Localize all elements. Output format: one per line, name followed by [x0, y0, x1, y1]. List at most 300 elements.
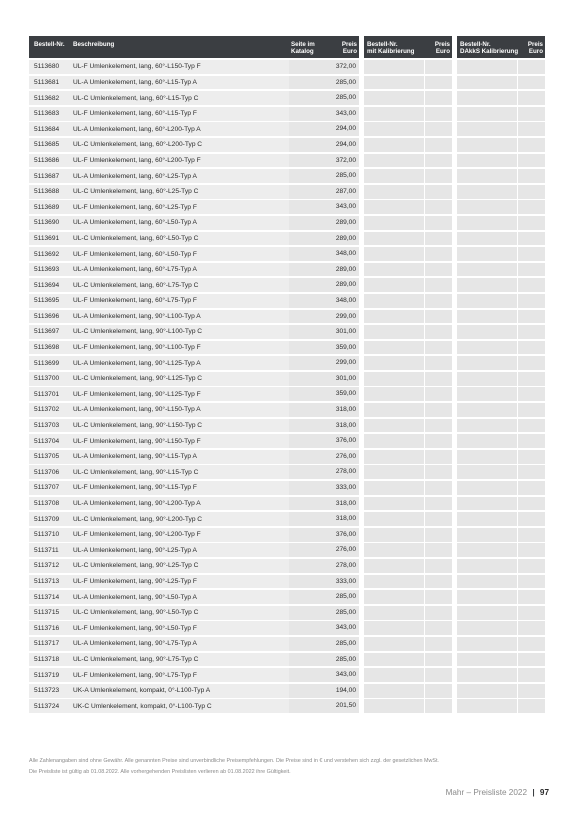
dakks-row: [457, 450, 545, 464]
calibration-row: [364, 668, 452, 682]
header-price: [342, 41, 357, 55]
dakks-price-cell: [518, 419, 545, 433]
calibration-price-cell: [425, 637, 452, 651]
catalog-page: [289, 450, 330, 464]
description: UL-F Umlenkelement, lang, 90°-L15-Typ F: [73, 484, 197, 492]
calibration-price-cell: [425, 91, 452, 105]
dakks-row: [457, 497, 545, 511]
dakks-price-cell: [518, 575, 545, 589]
description: UL-A Umlenkelement, lang, 90°-L125-Typ A: [73, 359, 201, 367]
dakks-row: [457, 403, 545, 417]
header-dakks-line2: DAkkS Kalibrierung: [460, 48, 519, 56]
dakks-order-cell: [457, 185, 517, 199]
price: 372,00: [330, 60, 359, 74]
dakks-row: [457, 278, 545, 292]
dakks-order-cell: [457, 653, 517, 667]
catalog-page: [289, 278, 330, 292]
description: UL-A Umlenkelement, lang, 90°-L150-Typ A: [73, 406, 201, 414]
table-row: [29, 512, 359, 526]
dakks-row: [457, 465, 545, 479]
table-row: [29, 481, 359, 495]
table-row: [29, 216, 359, 230]
order-number: 5113717: [34, 640, 60, 648]
order-number: 5113691: [34, 234, 60, 242]
description: UL-A Umlenkelement, lang, 90°-L75-Typ A: [73, 640, 197, 648]
dakks-price-cell: [518, 481, 545, 495]
description: UL-C Umlenkelement, lang, 90°-L200-Typ C: [73, 515, 203, 523]
description: UL-A Umlenkelement, lang, 90°-L100-Typ A: [73, 312, 201, 320]
calibration-row: [364, 637, 452, 651]
catalog-page: [289, 154, 330, 168]
catalog-page: [289, 653, 330, 667]
dakks-price-cell: [518, 185, 545, 199]
table-row: [29, 450, 359, 464]
calibration-row: [364, 590, 452, 604]
calibration-order-cell: [364, 138, 424, 152]
calibration-price-cell: [425, 325, 452, 339]
table-row: [29, 60, 359, 74]
dakks-row: [457, 434, 545, 448]
calibration-price-cell: [425, 450, 452, 464]
dakks-order-cell: [457, 590, 517, 604]
table-row: [29, 200, 359, 214]
dakks-price-cell: [518, 543, 545, 557]
catalog-page: [289, 465, 330, 479]
dakks-row: [457, 60, 545, 74]
calibration-price-cell: [425, 278, 452, 292]
catalog-page: [289, 122, 330, 136]
dakks-price-cell: [518, 310, 545, 324]
dakks-row: [457, 543, 545, 557]
order-number: 5113699: [34, 359, 60, 367]
calibration-order-cell: [364, 668, 424, 682]
price: 289,00: [330, 263, 359, 277]
header-dakks-order-number: [460, 41, 518, 55]
calibration-order-cell: [364, 216, 424, 230]
table-row: [29, 341, 359, 355]
description: UL-C Umlenkelement, lang, 90°-L125-Typ C: [73, 375, 203, 383]
description: UL-C Umlenkelement, lang, 60°-L15-Typ C: [73, 94, 199, 102]
dakks-price-cell: [518, 154, 545, 168]
description: UL-C Umlenkelement, lang, 90°-L15-Typ C: [73, 468, 199, 476]
price: 301,00: [330, 325, 359, 339]
calibration-order-cell: [364, 699, 424, 713]
header-description: Beschreibung: [73, 41, 115, 48]
calibration-order-cell: [364, 419, 424, 433]
price: 359,00: [330, 387, 359, 401]
dakks-row: [457, 606, 545, 620]
dakks-price-cell: [518, 232, 545, 246]
table-row: [29, 372, 359, 386]
calibration-price-cell: [425, 216, 452, 230]
dakks-price-cell: [518, 216, 545, 230]
dakks-price-cell: [518, 606, 545, 620]
dakks-row: [457, 200, 545, 214]
dakks-order-cell: [457, 310, 517, 324]
dakks-order-cell: [457, 200, 517, 214]
header-dakks-price-line2: Euro: [528, 48, 543, 56]
dakks-price-cell: [518, 668, 545, 682]
dakks-price-cell: [518, 637, 545, 651]
table-row: [29, 637, 359, 651]
price: 278,00: [330, 559, 359, 573]
calibration-row: [364, 387, 452, 401]
order-number: 5113718: [34, 655, 60, 663]
dakks-row: [457, 310, 545, 324]
dakks-price-cell: [518, 138, 545, 152]
header-calibration-price-line1: Preis: [434, 41, 450, 48]
dakks-row: [457, 185, 545, 199]
price: 285,00: [330, 91, 359, 105]
calibration-order-cell: [364, 122, 424, 136]
description: UL-A Umlenkelement, lang, 90°-L25-Typ A: [73, 546, 197, 554]
calibration-order-cell: [364, 450, 424, 464]
order-number: 5113687: [34, 172, 60, 180]
calibration-price-cell: [425, 653, 452, 667]
description: UL-F Umlenkelement, lang, 60°-L200-Typ F: [73, 156, 201, 164]
description: UK-C Umlenkelement, kompakt, 0°-L100-Typ C: [73, 702, 212, 710]
dakks-row: [457, 356, 545, 370]
catalog-page: [289, 699, 330, 713]
order-number: 5113707: [34, 484, 60, 492]
dakks-price-cell: [518, 325, 545, 339]
catalog-page: [289, 185, 330, 199]
dakks-order-cell: [457, 575, 517, 589]
calibration-order-cell: [364, 559, 424, 573]
header-order-number: Bestell-Nr.: [34, 41, 65, 48]
description: UL-A Umlenkelement, lang, 60°-L15-Typ A: [73, 78, 197, 86]
dakks-row: [457, 341, 545, 355]
price: 348,00: [330, 294, 359, 308]
price: 285,00: [330, 637, 359, 651]
dakks-order-cell: [457, 606, 517, 620]
header-calibration-line2: mit Kalibrierung: [367, 48, 415, 56]
price: 289,00: [330, 232, 359, 246]
description: UL-A Umlenkelement, lang, 60°-L50-Typ A: [73, 219, 197, 227]
calibration-row: [364, 481, 452, 495]
calibration-price-cell: [425, 263, 452, 277]
catalog-page: [289, 310, 330, 324]
dakks-order-cell: [457, 247, 517, 261]
dakks-price-cell: [518, 450, 545, 464]
catalog-page: [289, 372, 330, 386]
price: 285,00: [330, 169, 359, 183]
description: UL-F Umlenkelement, lang, 90°-L100-Typ F: [73, 344, 201, 352]
dakks-price-cell: [518, 107, 545, 121]
dakks-order-cell: [457, 372, 517, 386]
order-number: 5113719: [34, 671, 60, 679]
order-number: 5113697: [34, 328, 60, 336]
calibration-price-cell: [425, 434, 452, 448]
dakks-price-cell: [518, 465, 545, 479]
catalog-page: [289, 76, 330, 90]
dakks-order-cell: [457, 637, 517, 651]
calibration-price-cell: [425, 387, 452, 401]
calibration-order-cell: [364, 434, 424, 448]
price: 294,00: [330, 122, 359, 136]
header-calibration-price-line2: Euro: [435, 48, 450, 56]
main-table-body: [29, 60, 359, 713]
order-number: 5113698: [34, 344, 60, 352]
calibration-row: [364, 122, 452, 136]
calibration-order-cell: [364, 512, 424, 526]
price: 285,00: [330, 76, 359, 90]
order-number: 5113711: [34, 546, 59, 554]
dakks-order-cell: [457, 356, 517, 370]
calibration-row: [364, 356, 452, 370]
table-row: [29, 107, 359, 121]
table-row: [29, 294, 359, 308]
description: UL-C Umlenkelement, lang, 60°-L50-Typ C: [73, 234, 199, 242]
dakks-order-cell: [457, 512, 517, 526]
order-number: 5113709: [34, 515, 60, 523]
header-calibration-price: [435, 41, 450, 55]
main-price-table: [29, 36, 359, 715]
dakks-price-cell: [518, 590, 545, 604]
dakks-order-cell: [457, 216, 517, 230]
calibration-price-cell: [425, 122, 452, 136]
dakks-order-cell: [457, 169, 517, 183]
order-number: 5113680: [34, 63, 60, 71]
table-row: [29, 154, 359, 168]
dakks-price-cell: [518, 403, 545, 417]
catalog-page: [289, 621, 330, 635]
price: 301,00: [330, 372, 359, 386]
table-row: [29, 122, 359, 136]
description: UL-F Umlenkelement, lang, 60°-L75-Typ F: [73, 297, 197, 305]
table-row: [29, 684, 359, 698]
calibration-price-cell: [425, 465, 452, 479]
dakks-order-cell: [457, 497, 517, 511]
dakks-row: [457, 419, 545, 433]
order-number: 5113715: [34, 609, 60, 617]
calibration-order-cell: [364, 356, 424, 370]
table-row: [29, 387, 359, 401]
calibration-row: [364, 138, 452, 152]
calibration-row: [364, 465, 452, 479]
calibration-price-cell: [425, 699, 452, 713]
calibration-order-cell: [364, 185, 424, 199]
catalog-page: [289, 200, 330, 214]
calibration-table: [364, 36, 452, 715]
disclaimer-line-1: Alle Zahlenangaben sind ohne Gewähr. Alle genannten Preise sind unverbindliche Preisempfehlungen. Die Preise sind in € und verstehen sich zzgl. der gesetzlichen MwSt.: [29, 758, 439, 764]
order-number: 5113708: [34, 500, 60, 507]
calibration-order-cell: [364, 621, 424, 635]
order-number: 5113682: [34, 94, 60, 102]
dakks-price-cell: [518, 60, 545, 74]
order-number: 5113696: [34, 312, 60, 320]
dakks-row: [457, 325, 545, 339]
calibration-row: [364, 450, 452, 464]
price: 285,00: [330, 606, 359, 620]
dakks-order-cell: [457, 387, 517, 401]
dakks-order-cell: [457, 668, 517, 682]
dakks-order-cell: [457, 107, 517, 121]
dakks-price-cell: [518, 372, 545, 386]
calibration-row: [364, 185, 452, 199]
table-row: [29, 434, 359, 448]
calibration-row: [364, 434, 452, 448]
dakks-price-cell: [518, 528, 545, 542]
catalog-page: [289, 590, 330, 604]
dakks-row: [457, 169, 545, 183]
dakks-order-cell: [457, 232, 517, 246]
table-row: [29, 185, 359, 199]
table-row: [29, 465, 359, 479]
price: 278,00: [330, 465, 359, 479]
order-number: 5113714: [34, 593, 60, 601]
table-row: [29, 278, 359, 292]
calibration-order-cell: [364, 169, 424, 183]
order-number: 5113713: [34, 577, 60, 585]
calibration-price-cell: [425, 419, 452, 433]
dakks-row: [457, 621, 545, 635]
calibration-row: [364, 341, 452, 355]
price: 343,00: [330, 200, 359, 214]
price: 276,00: [330, 450, 359, 464]
dakks-order-cell: [457, 450, 517, 464]
catalog-page: [289, 387, 330, 401]
calibration-row: [364, 232, 452, 246]
catalog-page: [289, 559, 330, 573]
calibration-price-cell: [425, 232, 452, 246]
price: 276,00: [330, 543, 359, 557]
price: 289,00: [330, 216, 359, 230]
catalog-page: [289, 263, 330, 277]
calibration-row: [364, 76, 452, 90]
dakks-row: [457, 247, 545, 261]
table-row: [29, 138, 359, 152]
calibration-order-cell: [364, 637, 424, 651]
price: 287,00: [330, 185, 359, 199]
price: 194,00: [330, 684, 359, 698]
calibration-price-cell: [425, 621, 452, 635]
price: 285,00: [330, 653, 359, 667]
dakks-row: [457, 590, 545, 604]
dakks-price-cell: [518, 699, 545, 713]
dakks-order-cell: [457, 325, 517, 339]
order-number: 5113704: [34, 437, 60, 445]
order-number: 5113681: [34, 78, 60, 86]
description: UL-F Umlenkelement, lang, 90°-L200-Typ F: [73, 531, 201, 539]
description: UL-A Umlenkelement, lang, 90°-L15-Typ A: [73, 453, 197, 461]
calibration-row: [364, 263, 452, 277]
dakks-row: [457, 372, 545, 386]
dakks-order-cell: [457, 699, 517, 713]
dakks-order-cell: [457, 341, 517, 355]
dakks-row: [457, 76, 545, 90]
price: 333,00: [330, 481, 359, 495]
price: 299,00: [330, 356, 359, 370]
description: UK-A Umlenkelement, kompakt, 0°-L100-Typ A: [73, 687, 211, 695]
dakks-row: [457, 138, 545, 152]
calibration-price-cell: [425, 185, 452, 199]
dakks-row: [457, 91, 545, 105]
calibration-price-cell: [425, 559, 452, 573]
dakks-order-cell: [457, 543, 517, 557]
calibration-row: [364, 294, 452, 308]
catalog-page: [289, 294, 330, 308]
description: UL-F Umlenkelement, lang, 60°-L50-Typ F: [73, 250, 197, 258]
calibration-order-cell: [364, 590, 424, 604]
table-row: [29, 606, 359, 620]
catalog-page: [289, 403, 330, 417]
dakks-order-cell: [457, 434, 517, 448]
order-number: 5113694: [34, 281, 60, 289]
description: UL-F Umlenkelement, lang, 60°-L15-Typ F: [73, 110, 197, 118]
calibration-row: [364, 543, 452, 557]
dakks-price-cell: [518, 356, 545, 370]
order-number: 5113702: [34, 406, 60, 414]
page-footer: [446, 788, 549, 797]
table-row: [29, 419, 359, 433]
calibration-order-cell: [364, 387, 424, 401]
dakks-order-cell: [457, 263, 517, 277]
calibration-order-cell: [364, 200, 424, 214]
order-number: 5113723: [34, 687, 60, 695]
calibration-price-cell: [425, 606, 452, 620]
dakks-order-cell: [457, 528, 517, 542]
calibration-price-cell: [425, 403, 452, 417]
calibration-order-cell: [364, 528, 424, 542]
dakks-row: [457, 481, 545, 495]
dakks-order-cell: [457, 465, 517, 479]
description: UL-C Umlenkelement, lang, 90°-L150-Typ C: [73, 422, 203, 430]
calibration-order-cell: [364, 372, 424, 386]
calibration-price-cell: [425, 76, 452, 90]
price: 299,00: [330, 310, 359, 324]
catalog-page: [289, 528, 330, 542]
price: 348,00: [330, 247, 359, 261]
table-row: [29, 699, 359, 713]
price: 343,00: [330, 107, 359, 121]
price: 359,00: [330, 341, 359, 355]
calibration-price-cell: [425, 154, 452, 168]
calibration-price-cell: [425, 512, 452, 526]
table-row: [29, 575, 359, 589]
table-row: [29, 247, 359, 261]
catalog-page: [289, 419, 330, 433]
dakks-price-cell: [518, 559, 545, 573]
catalog-page: [289, 216, 330, 230]
calibration-order-cell: [364, 154, 424, 168]
header-price-line2: Euro: [342, 48, 357, 56]
calibration-row: [364, 247, 452, 261]
main-table-header: [29, 36, 359, 58]
calibration-order-cell: [364, 606, 424, 620]
dakks-row: [457, 107, 545, 121]
order-number: 5113683: [34, 110, 60, 118]
calibration-row: [364, 419, 452, 433]
table-row: [29, 356, 359, 370]
dakks-price-cell: [518, 512, 545, 526]
calibration-order-cell: [364, 684, 424, 698]
table-row: [29, 621, 359, 635]
order-number: 5113710: [34, 531, 60, 539]
header-dakks-line1: Bestell-Nr.: [460, 41, 491, 48]
header-calibration-order-number: [367, 41, 414, 55]
price: 372,00: [330, 154, 359, 168]
order-number: 5113701: [34, 390, 60, 398]
calibration-price-cell: [425, 247, 452, 261]
calibration-order-cell: [364, 481, 424, 495]
order-number: 5113685: [34, 141, 60, 149]
footer-title: Mahr – Preisliste 2022: [445, 788, 528, 797]
description: UL-C Umlenkelement, lang, 60°-L25-Typ C: [73, 188, 199, 196]
header-catalog-page: [291, 41, 315, 55]
calibration-price-cell: [425, 481, 452, 495]
page-number: 97: [539, 788, 549, 797]
